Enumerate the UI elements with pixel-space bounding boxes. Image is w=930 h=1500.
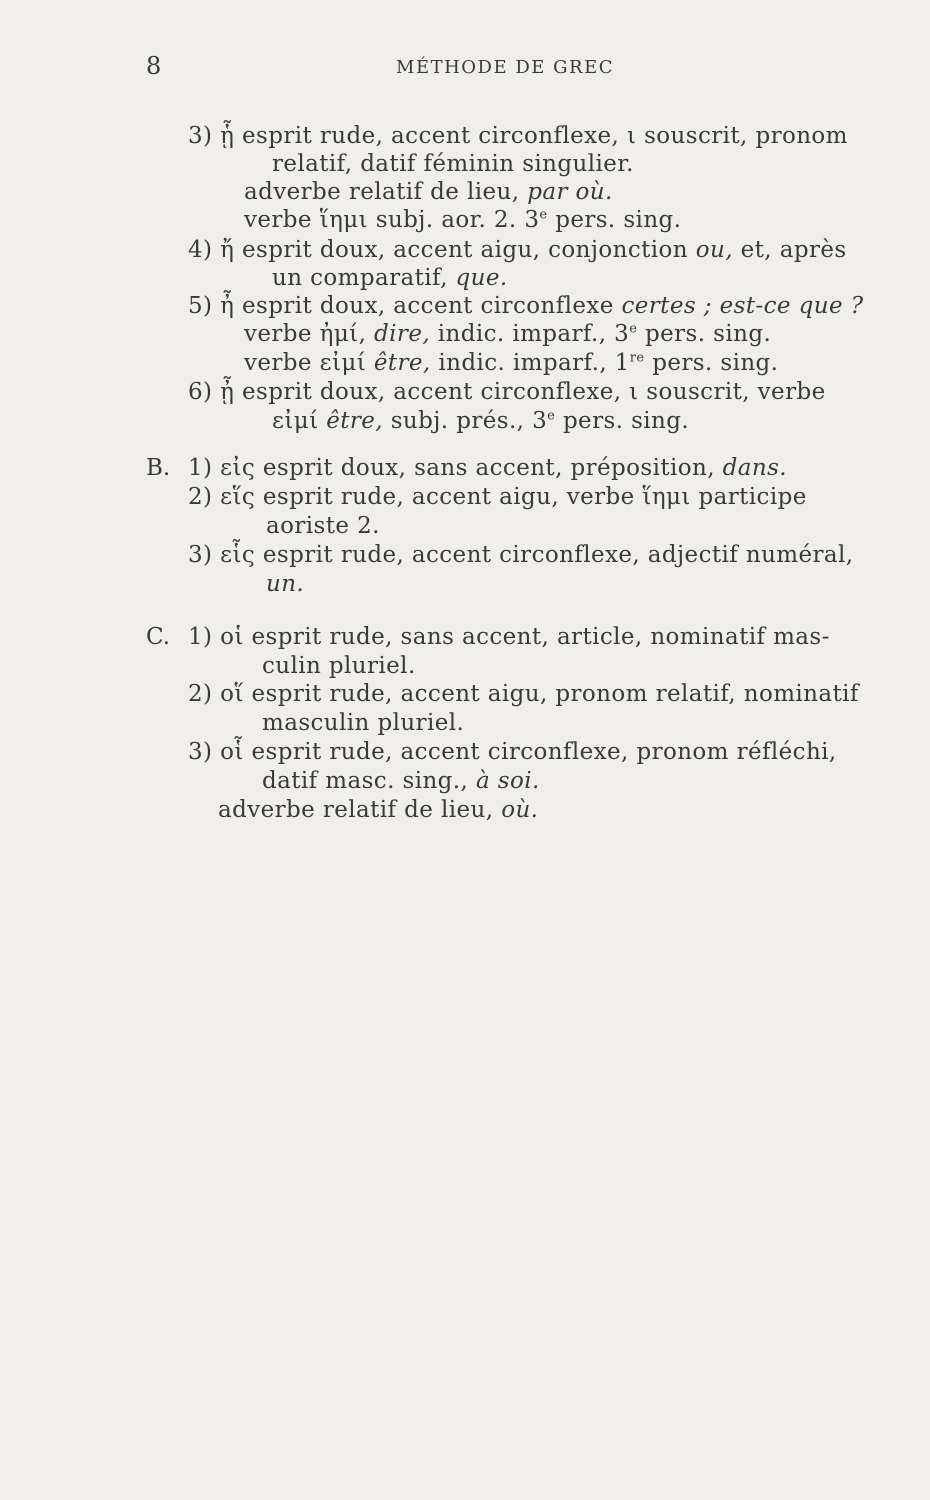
- entry-c1-line2: culin pluriel.: [262, 653, 416, 679]
- entry-a6-line1: 6) ᾖ esprit doux, accent circonflexe, ι souscrit, verbe: [188, 379, 826, 405]
- entry-a4-line1: 4) ἤ esprit doux, accent aigu, conjonction ou, et, après: [188, 237, 847, 263]
- greek-word: οἷ: [220, 739, 244, 765]
- greek-word: ᾖ: [220, 379, 235, 405]
- entry-b3-line2: un.: [266, 571, 305, 597]
- entry-b2-line2: aoriste 2.: [266, 513, 380, 539]
- greek-word: εἷς: [220, 542, 256, 568]
- entry-c2-line1: 2) οἵ esprit rude, accent aigu, pronom relatif, nominatif: [188, 681, 859, 707]
- entry-b3-line1: 3) εἷς esprit rude, accent circonflexe, adjectif numéral,: [188, 542, 854, 568]
- entry-a5-line1: 5) ἦ esprit doux, accent circonflexe certes ; est-ce que ?: [188, 293, 864, 319]
- greek-word: εἰς: [220, 455, 256, 481]
- section-letter-b: B.: [146, 455, 171, 481]
- entry-b2-line1: 2) εἵς esprit rude, accent aigu, verbe ἵημι participe: [188, 484, 807, 510]
- entry-a5-line2: verbe ἠμί, dire, indic. imparf., 3e pers. sing.: [244, 321, 772, 347]
- entry-c1-line1: 1) οἱ esprit rude, sans accent, article, nominatif mas-: [188, 624, 830, 650]
- greek-word: εἵς: [220, 484, 256, 510]
- greek-word: ἦ: [220, 293, 235, 319]
- entry-a3-line1: 3) ᾗ esprit rude, accent circonflexe, ι souscrit, pronom: [188, 123, 848, 149]
- greek-word: ᾗ: [220, 123, 235, 149]
- entry-a6-line2: εἰμί être, subj. prés., 3e pers. sing.: [272, 408, 690, 434]
- entry-c3-line1: 3) οἷ esprit rude, accent circonflexe, pronom réfléchi,: [188, 739, 837, 765]
- greek-word: οἵ: [220, 681, 244, 707]
- entry-a5-line3: verbe εἰμί être, indic. imparf., 1re pers. sing.: [244, 350, 779, 376]
- section-letter-c: C.: [146, 624, 171, 650]
- running-head: MÉTHODE DE GREC: [396, 57, 614, 78]
- page-number: 8: [146, 52, 162, 80]
- greek-word: οἱ: [220, 624, 244, 650]
- entry-a3-line4: verbe ἵημι subj. aor. 2. 3e pers. sing.: [244, 207, 682, 233]
- entry-a3-line2: relatif, datif féminin singulier.: [272, 151, 634, 177]
- entry-c2-line2: masculin pluriel.: [262, 710, 465, 736]
- entry-b1-line1: 1) εἰς esprit doux, sans accent, préposition, dans.: [188, 455, 788, 481]
- entry-a4-line2: un comparatif, que.: [272, 265, 508, 291]
- entry-c3-line3: adverbe relatif de lieu, où.: [218, 797, 539, 823]
- entry-a3-line3: adverbe relatif de lieu, par où.: [244, 179, 613, 205]
- greek-word: ἤ: [220, 237, 235, 263]
- entry-c3-line2: datif masc. sing., à soi.: [262, 768, 540, 794]
